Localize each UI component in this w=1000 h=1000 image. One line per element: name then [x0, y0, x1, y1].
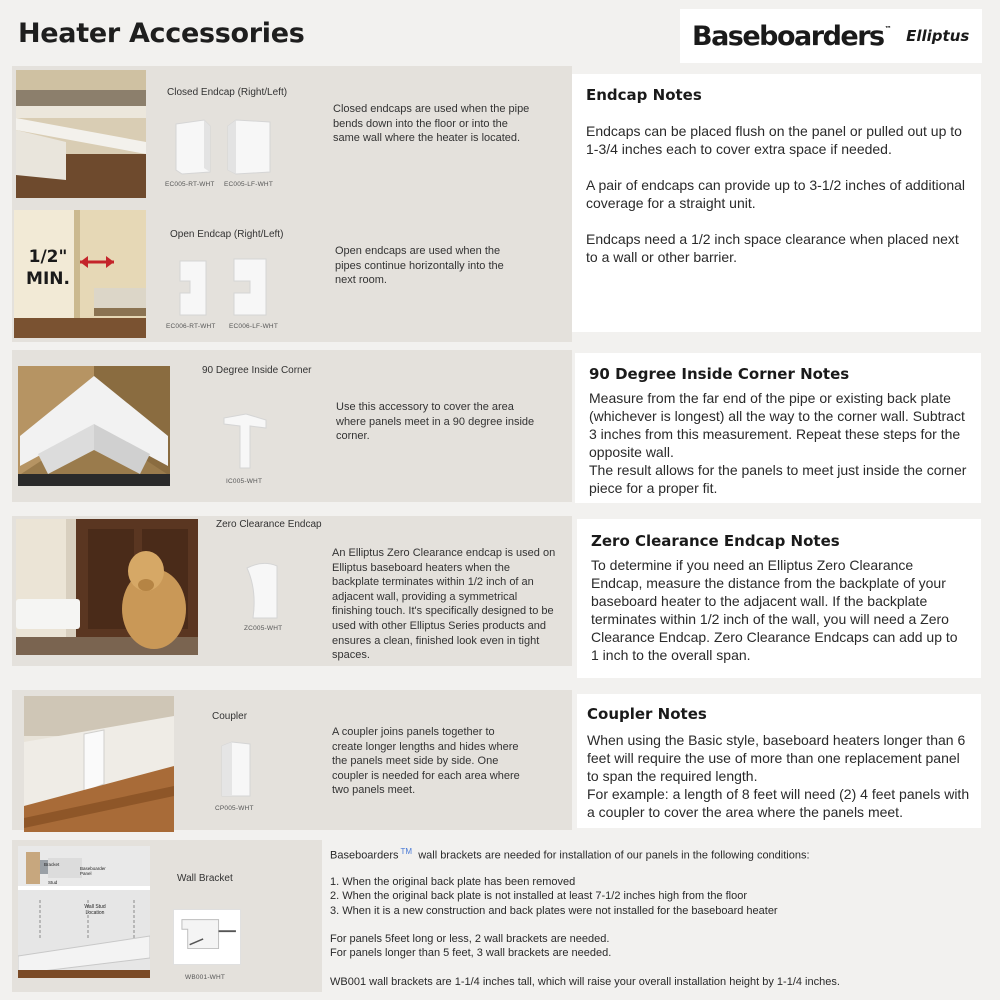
brand-logo — [680, 9, 982, 63]
inside-corner-description: Use this accessory to cover the area where panels meet in a 90 degree inside corner. — [336, 401, 535, 443]
wall-bracket-count-1: For panels 5feet long or less, 2 wall brackets are needed. — [330, 933, 610, 945]
open-endcap-photo-text: 1/2" MIN. — [26, 247, 70, 289]
closed-endcap-code-left: EC005-LF-WHT — [224, 181, 273, 188]
logo-series: Elliptus — [906, 27, 970, 45]
wall-bracket-condition-2: 2. When the original back plate is not installed at least 7-1/2 inches high from the floor — [330, 890, 748, 902]
diagram-label-panel: Baseboarder Panel — [80, 866, 106, 876]
coupler-notes-p1: When using the Basic style, baseboard heaters longer than 6 feet will require the use of more than one replacement panel to span the required length. — [587, 732, 966, 784]
wall-bracket-condition-1: 1. When the original back plate has been removed — [330, 876, 576, 888]
zero-clearance-image — [243, 560, 281, 620]
open-endcap-code-left: EC006-LF-WHT — [229, 323, 278, 330]
wall-bracket-height-note: WB001 wall brackets are 1-1/4 inches tall, which will raise your overall installation height by 1-1/4 inches. — [330, 976, 840, 988]
open-endcap-code-right: EC006-RT-WHT — [166, 323, 216, 330]
endcap-notes-p2: A pair of endcaps can provide up to 3-1/2 inches of additional coverage for a straight unit. — [586, 177, 966, 211]
wall-bracket-condition-3: 3. When it is a new construction and back plates were not installed for the baseboard heater — [330, 905, 778, 917]
inside-corner-notes-p2: The result allows for the panels to meet just inside the corner piece for a proper fit. — [589, 462, 967, 496]
coupler-notes-title: Coupler Notes — [587, 705, 707, 723]
open-endcap-right-image — [176, 259, 212, 317]
zero-clearance-notes-card — [577, 519, 981, 678]
closed-endcap-description: Closed endcaps are used when the pipe bends down into the floor or into the same wall where the heater is located. — [333, 103, 530, 145]
inside-corner-code: IC005-WHT — [226, 478, 263, 485]
coupler-description: A coupler joins panels together to create longer lengths and hides where the panels meet side by side. One coupler is needed for each area where two panels meet. — [332, 726, 520, 797]
inside-corner-photo — [18, 366, 170, 486]
closed-endcap-left-image — [224, 118, 274, 176]
open-endcap-description: Open endcaps are used when the pipes continue horizontally into the next room. — [335, 245, 504, 287]
open-endcap-photo — [14, 210, 146, 338]
inside-corner-notes-p1: Measure from the far end of the pipe or existing back plate (whichever is longest) all the way to the corner wall. Subtract 3 inches from this measurement. Repeat these steps for the opposite wall. — [589, 390, 965, 460]
coupler-image — [212, 740, 258, 798]
wall-bracket-diagram — [18, 846, 150, 978]
zero-clearance-label: Zero Clearance Endcap — [216, 519, 322, 530]
closed-endcap-photo — [16, 70, 146, 198]
coupler-label: Coupler — [212, 711, 248, 722]
inside-corner-notes-card — [575, 353, 981, 503]
zero-clearance-notes-title: Zero Clearance Endcap Notes — [591, 532, 840, 550]
zero-clearance-description: An Elliptus Zero Clearance endcap is used on Elliptus baseboard heaters when the backplate terminates within 1/2 inch of an adjacent wall, providing a symmetrical finishing touch. It's specifically designed to be used with other Elliptus Series products and ensures a clean, finished look even in tight spaces. — [332, 547, 556, 662]
closed-endcap-right-image — [170, 118, 216, 176]
coupler-photo — [24, 696, 174, 832]
inside-corner-label: 90 Degree Inside Corner — [202, 365, 312, 376]
diagram-label-bracket: Bracket — [44, 862, 60, 867]
inside-corner-image — [222, 412, 268, 470]
wall-bracket-code: WB001-WHT — [185, 974, 226, 981]
coupler-code: CP005-WHT — [215, 805, 254, 812]
open-endcap-label: Open Endcap (Right/Left) — [170, 229, 284, 240]
endcap-notes-title: Endcap Notes — [586, 86, 702, 104]
zero-clearance-photo — [16, 519, 198, 655]
coupler-notes-card — [577, 694, 981, 828]
page-title: Heater Accessories — [18, 18, 305, 49]
zero-clearance-notes-p1: To determine if you need an Elliptus Zero Clearance Endcap, measure the distance from the backplate of your baseboard heater to the adjacent wall. If the backplate terminates within 1/2 inch of the wall, you will need a Zero Clearance Endcap. Zero Clearance Endcaps can add up to 1 inch to the overall span. — [591, 557, 958, 663]
inside-corner-notes-title: 90 Degree Inside Corner Notes — [589, 365, 850, 383]
coupler-notes-p2: For example: a length of 8 feet will need (2) 4 feet panels with a coupler to cover the area where the panels meet. — [587, 786, 970, 820]
endcap-notes-p3: Endcaps need a 1/2 inch space clearance when placed next to a wall or other barrier. — [586, 231, 959, 265]
wall-bracket-image — [173, 909, 241, 965]
open-endcap-left-image — [230, 257, 270, 317]
wall-bracket-label: Wall Bracket — [177, 873, 233, 884]
closed-endcap-label: Closed Endcap (Right/Left) — [167, 87, 288, 98]
zero-clearance-code: ZC005-WHT — [244, 625, 283, 632]
logo-brand: Baseboarders™ — [692, 20, 891, 52]
diagram-label-wall-stud: Wall Stud Location — [84, 904, 106, 916]
closed-endcap-code-right: EC005-RT-WHT — [165, 181, 215, 188]
endcap-notes-card — [572, 74, 981, 332]
wall-bracket-count-2: For panels longer than 5 feet, 3 wall brackets are needed. — [330, 947, 612, 959]
diagram-label-stud: Stud — [48, 880, 58, 885]
endcap-notes-p1: Endcaps can be placed flush on the panel or pulled out up to 1-3/4 inches each to cover extra space if needed. — [586, 123, 962, 157]
wall-bracket-intro: Baseboarders ™ wall brackets are needed for installation of our panels in the following conditions: — [330, 847, 810, 862]
